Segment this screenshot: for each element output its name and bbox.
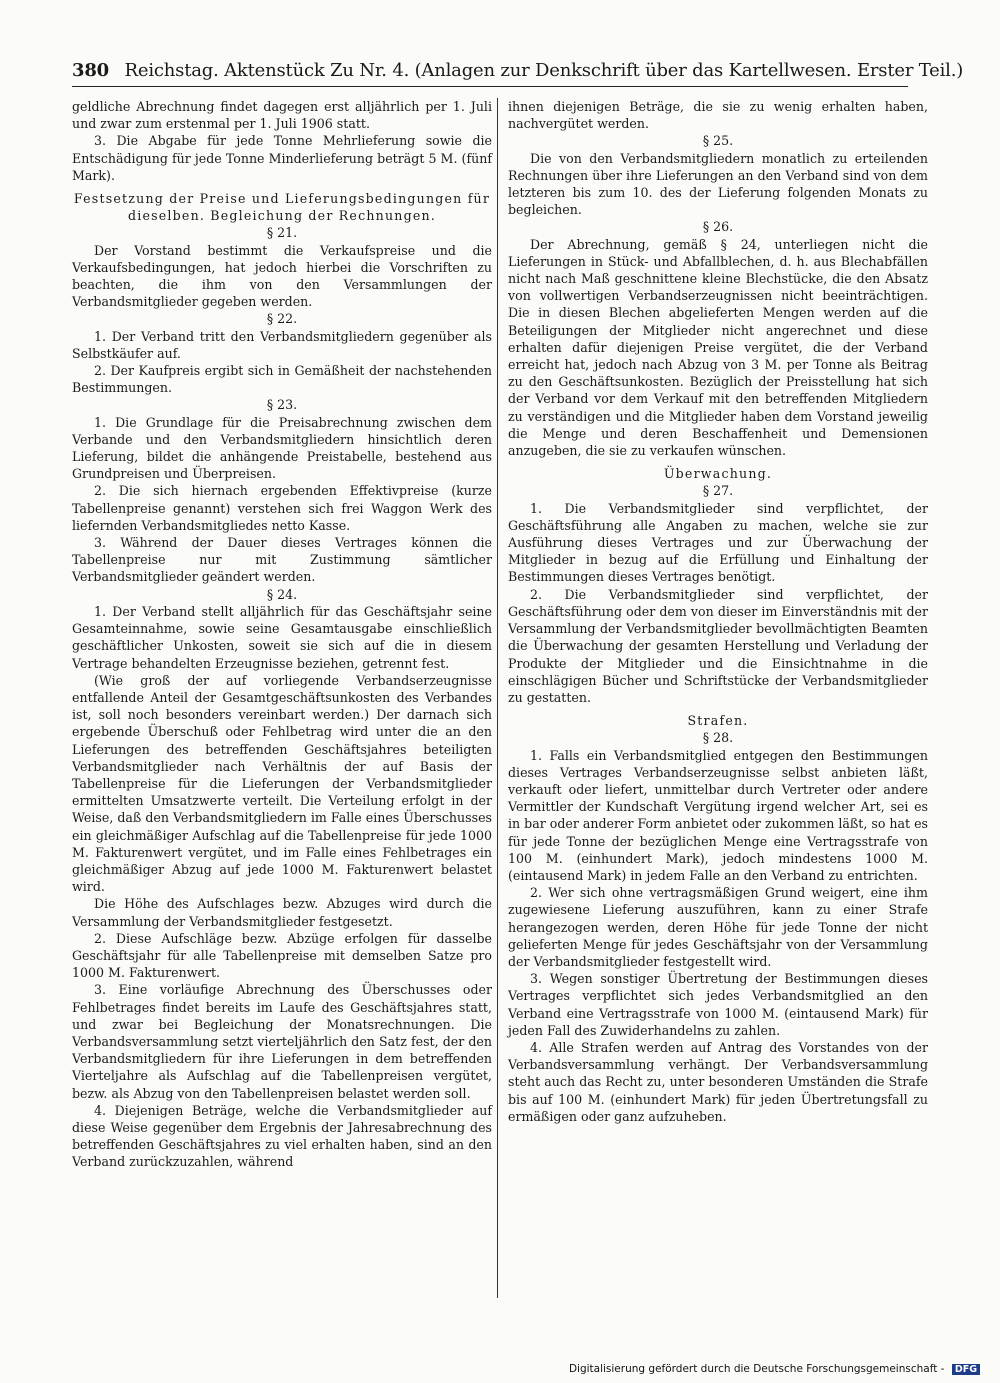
left-column: [72, 98, 492, 1171]
paragraph: 3. Eine vorläufige Abrechnung des Überschusses oder Fehlbetrages findet bereits im Laufe des Geschäftsjahres statt, und zwar bei Begleichung der Monatsrechnungen. Die Verbandsversammlung setzt vierteljährlich den Satz fest, der den Verbandsmitgliedern für ihre Lieferungen in dem betreffenden Vierteljahre als Aufschlag auf die Tabellenpreisen vergütet, bezw. als Abzug von den Tabellenpreisen belastet werden soll.: [72, 982, 492, 1101]
column-divider: [497, 98, 498, 1298]
section-heading: Festsetzung der Preise und Lieferungsbedingungen für dieselben. Begleichung der Rechnungen.: [73, 191, 491, 224]
section-number: § 27.: [702, 483, 734, 499]
section-number: § 23.: [266, 397, 298, 413]
paragraph: 4. Alle Strafen werden auf Antrag des Vorstandes von der Verbandsversammlung verhängt. Der Verbandsversammlung steht auch das Recht zu, unter besonderen Umständen die Strafe bis auf 100 M. (einhundert Mark) für jeden Übertretungsfall zu ermäßigen oder ganz aufzuheben.: [508, 1039, 928, 1124]
paragraph: 3. Während der Dauer dieses Vertrages können die Tabellenpreise nur mit Zustimmung sämtlicher Verbandsmitglieder geändert werden.: [72, 535, 492, 585]
page-number: 380: [72, 60, 109, 81]
section-number: § 24.: [266, 586, 298, 602]
paragraph: 1. Der Verband stellt alljährlich für das Geschäftsjahr seine Gesamteinnahme, sowie seine Gesamtausgabe einschließlich geschäftlicher Unkosten, soweit sie sich auf die in diesem Vertrage behandelten Erzeugnisse beziehen, getrennt fest.: [72, 603, 492, 671]
running-title: Reichstag. Aktenstück Zu Nr. 4. (Anlagen zur Denkschrift über das Kartellwesen. Erster Teil.): [124, 60, 964, 81]
section-number: § 26.: [702, 219, 734, 235]
paragraph: Die von den Verbandsmitgliedern monatlich zu erteilenden Rechnungen über ihre Lieferungen an den Verband sind von dem letzteren bis zum 10. des der Lieferung folgenden Monats zu begleichen.: [508, 150, 928, 218]
paragraph: (Wie groß der auf vorliegende Verbandserzeugnisse entfallende Anteil der Gesamtgeschäftsunkosten des Verbandes ist, soll noch besonders vereinbart werden.) Der darnach sich ergebende Überschuß oder Fehlbetrag wird unter die an den Lieferungen des betreffenden Geschäftsjahres beteiligten Verbandsmitglieder nach Verhältnis der auf Basis der Tabellenpreise für die Lieferungen der Verbandsmitglieder ermittelten Umsatzwerte verteilt. Die Verteilung erfolgt in der Weise, daß den Verbandsmitgliedern im Falle eines Überschusses ein gleichmäßiger Aufschlag auf die Tabellenpreise für jede 1000 M. Fakturenwert vergütet, und im Falle eines Fehlbetrages ein gleichmäßiger Abzug auf jede 1000 M. Fakturenwert belastet wird.: [72, 672, 492, 895]
paragraph: geldliche Abrechnung findet dagegen erst alljährlich per 1. Juli und zwar zum erstenmal per 1. Juli 1906 statt.: [72, 99, 492, 132]
credit-text: Digitalisierung gefördert durch die Deutsche Forschungsgemeinschaft -: [568, 1363, 945, 1375]
paragraph: 1. Die Verbandsmitglieder sind verpflichtet, der Geschäftsführung alle Angaben zu machen, welche sie zur Ausführung dieses Vertrages und zur Überwachung der Mitglieder in bezug auf die Erfüllung und Einhaltung der Bestimmungen dieses Vertrages benötigt.: [508, 500, 928, 585]
page-header: [72, 60, 964, 81]
paragraph: 1. Falls ein Verbandsmitglied entgegen den Bestimmungen dieses Vertrages Verbandserzeugnisse selbst anbieten läßt, verkauft oder liefert, unmittelbar durch Vertreter oder andere Vermittler der Kundschaft Vergütung irgend welcher Art, sei es in bar oder anderer Form anbietet oder zukommen läßt, so hat es für jede Tonne der bezüglichen Menge eine Vertragsstrafe von 100 M. (einhundert Mark), jedoch mindestens 1000 M. (eintausend Mark) in jedem Falle an den Verband zu entrichten.: [508, 747, 929, 883]
section-number: § 25.: [702, 133, 734, 149]
paragraph: 2. Diese Aufschläge bezw. Abzüge erfolgen für dasselbe Geschäftsjahr für alle Tabellenpreise mit demselben Satze pro 1000 M. Fakturenwert.: [72, 930, 492, 981]
paragraph: Die Höhe des Aufschlages bezw. Abzuges wird durch die Versammlung der Verbandsmitglieder festgesetzt.: [72, 896, 492, 929]
paragraph: 2. Die sich hiernach ergebenden Effektivpreise (kurze Tabellenpreise genannt) verstehen sich frei Waggon Werk des liefernden Verbandsmitgliedes netto Kasse.: [72, 483, 492, 533]
header-rule: [72, 86, 908, 87]
section-number: § 21.: [266, 225, 298, 241]
paragraph: 3. Die Abgabe für jede Tonne Mehrlieferung sowie die Entschädigung für jede Tonne Minderlieferung beträgt 5 M. (fünf Mark).: [72, 133, 492, 183]
paragraph: 3. Wegen sonstiger Übertretung der Bestimmungen dieses Vertrages verpflichtet sich jedes Verbandsmitglied an den Verband eine Vertragsstrafe von 1000 M. (eintausend Mark) für jeden Fall des Zuwiderhandelns zu zahlen.: [508, 971, 928, 1038]
paragraph: ihnen diejenigen Beträge, die sie zu wenig erhalten haben, nachvergütet werden.: [508, 99, 928, 132]
paragraph: 2. Die Verbandsmitglieder sind verpflichtet, der Geschäftsführung oder dem von dieser im Einverständnis mit der Versammlung der Verbandsmitglieder bevollmächtigten Beamten die Überwachung der gesamten Herstellung und Verladung der Produkte der Mitglieder und die Einsichtnahme in die einschlägigen Bücher und Schriftstücke der Verbandsmitglieder zu gestatten.: [508, 586, 928, 705]
paragraph: 1. Die Grundlage für die Preisabrechnung zwischen dem Verbande und den Verbandsmitgliedern hinsichtlich deren Lieferung, bildet die anhängende Preistabelle, bestehend aus Grundpreisen und Überpreisen.: [72, 414, 492, 482]
dfg-logo: DFG: [952, 1364, 980, 1375]
paragraph: 2. Der Kaufpreis ergibt sich in Gemäßheit der nachstehenden Bestimmungen.: [72, 363, 492, 396]
paragraph: Der Abrechnung, gemäß § 24, unterliegen nicht die Lieferungen in Stück- und Abfallblechen, d. h. aus Blechabfällen nicht nach Maß geschnittene kleine Blechstücke, die den Absatz von vollwertigen Verbandserzeugnissen nicht beeinträchtigen. Die in diesen Blechen abgelieferten Mengen werden auf die Beteiligungen der Mitglieder nicht angerechnet und diese erhalten dafür diejenigen Preise vergütet, die der Verband erreicht hat, jedoch nach Abzug von 3 M. per Tonne als Beitrag zu den Geschäftsunkosten. Bezüglich der Preisstellung hat sich der Verband vor dem Verkauf mit den betreffenden Mitgliedern zu verständigen und die Mitglieder haben dem Vorstand jeweilig die Menge und deren Beschaffenheit und Demensionen anzugeben, die sie zu verkaufen wünschen.: [508, 236, 928, 459]
paragraph: 4. Diejenigen Beträge, welche die Verbandsmitglieder auf diese Weise gegenüber dem Ergebnis der Jahresabrechnung des betreffenden Geschäftsjahres zu viel erhalten haben, sind an den Verband zurückzuzahlen, während: [72, 1102, 492, 1170]
digitization-credit: [569, 1363, 980, 1375]
section-number: § 22.: [266, 311, 298, 327]
paragraph: 2. Wer sich ohne vertragsmäßigen Grund weigert, eine ihm zugewiesene Lieferung auszuführen, kann zu einer Strafe herangezogen werden, deren Höhe für jede Tonne der nicht gelieferten Menge für jedes Geschäftsjahr von der Versammlung der Verbandsmitglieder festgestellt wird.: [508, 885, 928, 969]
section-number: § 28.: [702, 730, 734, 746]
section-heading: Überwachung.: [663, 466, 773, 482]
paragraph: Der Vorstand bestimmt die Verkaufspreise und die Verkaufsbedingungen, hat jedoch hierbei die Vorschriften zu beachten, die ihm von den Versammlungen der Verbandsmitglieder gegeben werden.: [72, 242, 492, 310]
section-heading: Strafen.: [687, 713, 749, 729]
right-column: [508, 98, 928, 1125]
paragraph: 1. Der Verband tritt den Verbandsmitgliedern gegenüber als Selbstkäufer auf.: [72, 328, 492, 361]
